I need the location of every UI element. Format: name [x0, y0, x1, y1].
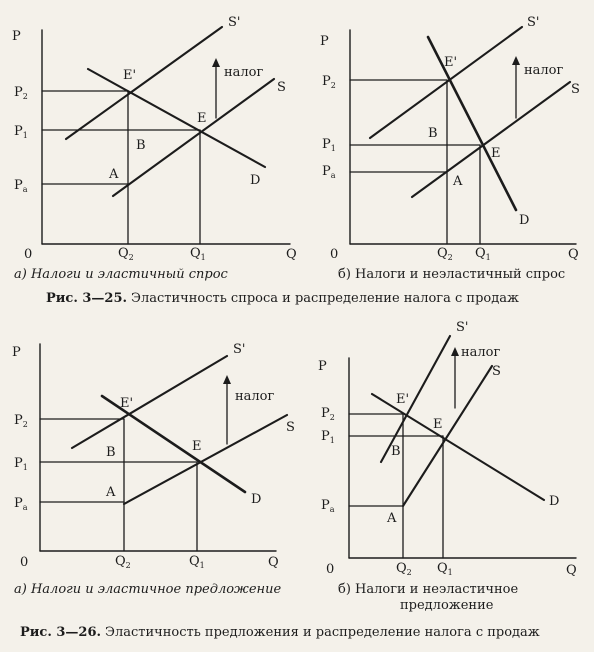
- label-b: B: [136, 138, 146, 153]
- panel-1a: [12, 15, 297, 262]
- label-e: E: [433, 417, 443, 432]
- label-e-prime: E': [444, 55, 458, 70]
- axis-label-q: Q: [568, 247, 579, 262]
- label-d: D: [519, 213, 530, 228]
- label-a: A: [453, 174, 463, 189]
- label-d: D: [251, 492, 262, 507]
- label-s-prime: S': [456, 320, 469, 335]
- supply-curve-s-prime: [72, 356, 227, 448]
- label-s: S: [492, 364, 501, 379]
- label-b: B: [428, 126, 438, 141]
- label-q2: $Q_2$: [115, 554, 131, 570]
- tax-arrowhead: [223, 375, 231, 384]
- label-q1: $Q_1$: [190, 246, 206, 262]
- label-pa: $P_a$: [322, 164, 336, 180]
- tax-arrowhead: [451, 347, 459, 356]
- label-b: B: [391, 444, 401, 459]
- origin-label: 0: [326, 562, 335, 577]
- label-q2: $Q_2$: [118, 246, 134, 262]
- tax-arrowhead: [512, 56, 520, 65]
- origin-label: 0: [20, 555, 29, 570]
- panel-2b: [318, 320, 577, 578]
- label-tax: налог: [224, 65, 264, 80]
- label-pa: $P_a$: [14, 178, 28, 194]
- label-p2: $P_2$: [14, 85, 28, 101]
- label-e: E: [192, 439, 202, 454]
- axis-label-p: P: [12, 345, 21, 360]
- axis-label-q: Q: [566, 563, 577, 578]
- axis-label-p: P: [12, 29, 21, 44]
- label-tax: налог: [235, 389, 275, 404]
- label-q2: $Q_2$: [437, 246, 453, 262]
- label-d: D: [250, 173, 261, 188]
- panel-2a: [12, 342, 295, 570]
- caption-1a: а) Налоги и эластичный спрос: [14, 267, 228, 282]
- label-e-prime: E': [396, 392, 410, 407]
- label-b: B: [106, 445, 116, 460]
- label-tax: налог: [524, 63, 564, 78]
- label-d: D: [549, 494, 560, 509]
- label-e-prime: E': [120, 396, 134, 411]
- label-s: S: [277, 80, 286, 95]
- label-a: A: [109, 167, 119, 182]
- label-s-prime: S': [527, 15, 540, 30]
- axis-label-q: Q: [268, 555, 279, 570]
- label-pa: $P_a$: [14, 496, 28, 512]
- figure-1-caption: Рис. 3—25. Эластичность спроса и распределение налога с продаж: [46, 291, 519, 306]
- label-s-prime: S': [228, 15, 241, 30]
- label-tax: налог: [461, 345, 501, 360]
- origin-label: 0: [24, 247, 33, 262]
- label-q1: $Q_1$: [437, 561, 453, 577]
- label-s: S: [571, 82, 580, 97]
- caption-2b-line1: б) Налоги и неэластичное: [338, 582, 519, 597]
- label-p2: $P_2$: [321, 406, 335, 422]
- label-p2: $P_2$: [14, 413, 28, 429]
- label-s: S: [286, 420, 295, 435]
- label-p1: $P_1$: [322, 137, 336, 153]
- caption-2a: а) Налоги и эластичное предложение: [14, 582, 282, 597]
- axis-label-q: Q: [286, 247, 297, 262]
- origin-label: 0: [330, 247, 339, 262]
- label-pa: $P_a$: [321, 498, 335, 514]
- tax-arrowhead: [212, 58, 220, 67]
- label-e-prime: E': [123, 68, 137, 83]
- label-p2: $P_2$: [322, 74, 336, 90]
- supply-curve-s-prime: [370, 27, 522, 138]
- axis-label-p: P: [318, 359, 327, 374]
- label-s-prime: S': [233, 342, 246, 357]
- label-e: E: [197, 111, 207, 126]
- caption-2b-line2: предложение: [400, 598, 494, 613]
- figure-2-caption: Рис. 3—26. Эластичность предложения и распределение налога с продаж: [20, 625, 540, 640]
- panel-1b: [320, 15, 580, 262]
- caption-1b: б) Налоги и неэластичный спрос: [338, 267, 566, 282]
- label-a: A: [387, 511, 397, 526]
- label-p1: $P_1$: [321, 429, 335, 445]
- label-p1: $P_1$: [14, 124, 28, 140]
- label-q1: $Q_1$: [189, 554, 205, 570]
- axis-label-p: P: [320, 34, 329, 49]
- demand-curve-d: [88, 69, 265, 167]
- label-p1: $P_1$: [14, 456, 28, 472]
- label-e: E: [491, 146, 501, 161]
- label-q1: $Q_1$: [475, 246, 491, 262]
- label-q2: $Q_2$: [396, 561, 412, 577]
- label-a: A: [106, 485, 116, 500]
